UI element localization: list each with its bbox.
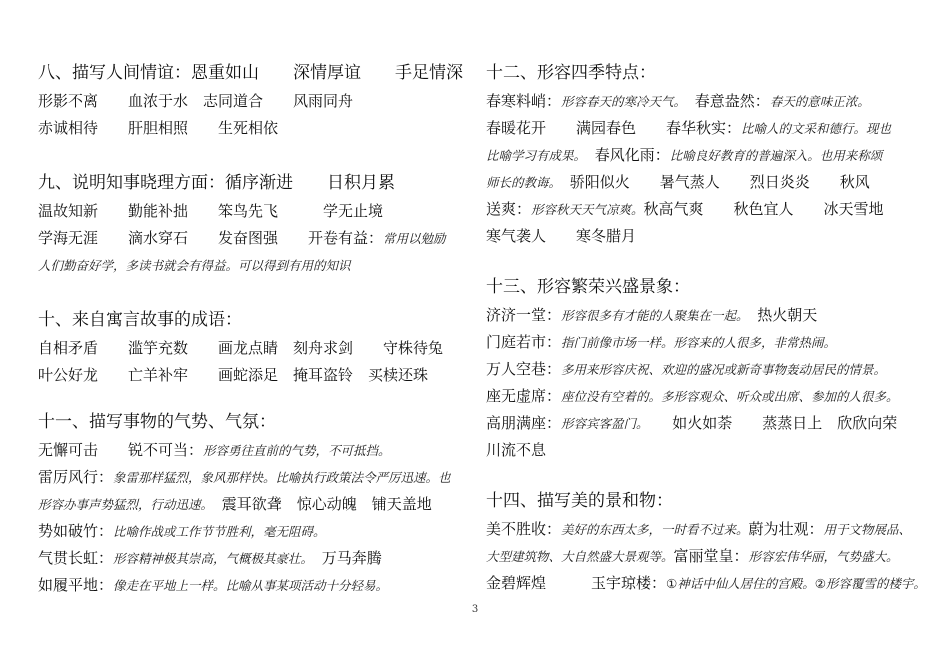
handwritten-note: 形容精神极其崇高，气概极其豪壮。 [113,551,307,566]
section-11-line-5: 气贯长虹：形容精神极其崇高，气概极其豪壮。 万马奔腾 [38,549,382,567]
section-9-heading: 九、说明知事晓理方面：循序渐进 日积月累 [38,173,395,193]
section-11-line-4: 势如破竹：比喻作战或工作节节胜利，毫无阻碍。 [38,522,326,540]
section-12-line-5: 送爽：形容秋天天气凉爽。秋高气爽 秋色宜人 冰天雪地 [486,200,884,218]
section-13-line-6: 川流不息 [486,441,547,459]
handwritten-note: 形容很多有才能的人聚集在一起。 [561,308,743,323]
section-14-line-2: 大型建筑物、大自然盛大景观等。富丽堂皇：形容宏伟华丽，气势盛大。 [486,547,899,565]
section-12-line-3: 比喻学习有成果。 春风化雨：比喻良好教育的普遍深入。也用来称颂 [486,146,883,164]
handwritten-note: 座位没有空着的。多形容观众、听众或出席、参加的人很多。 [561,389,899,404]
section-11-line-3: 形容办事声势猛烈，行动迅速。 震耳欲聋 惊心动魄 铺天盖地 [38,495,432,513]
section-13-line-3: 万人空巷：多用来形容庆祝、欢迎的盛况或新奇事物轰动居民的情景。 [486,360,887,378]
handwritten-note: 比喻学习有成果。 [486,148,580,163]
section-8-line-2: 赤诚相待 肝胆相照 生死相依 [38,119,279,137]
section-10-line-1: 自相矛盾 滥竽充数 画龙点睛 刻舟求剑 守株待兔 [38,339,444,357]
section-12-line-1: 春寒料峭：形容春天的寒冷天气。 春意盎然：春天的意味正浓。 [486,92,870,110]
section-8-heading: 八、描写人间情谊：恩重如山 深情厚谊 手足情深 [38,63,463,83]
section-14-line-1: 美不胜收：美好的东西太多，一时看不过来。蔚为壮观：用于文物展品、 [486,520,912,538]
handwritten-note: 形容勇往直前的气势，不可抵挡。 [203,443,391,458]
handwritten-note: 象雷那样猛烈，象风那样快。比喻执行政策法令严厉迅速。也 [113,470,451,485]
handwritten-note: 大型建筑物、大自然盛大景观等。 [486,549,674,564]
section-11-line-6: 如履平地：像走在平地上一样。比喻从事某项活动十分轻易。 [38,576,389,594]
handwritten-note: 形容秋天天气凉爽。 [531,202,644,217]
handwritten-note: 常用以勉励 [383,231,446,246]
handwritten-note: 比喻人的文采和德行。现也 [741,121,892,136]
section-12-line-2: 春暖花开 满园春色 春华秋实：比喻人的文采和德行。现也 [486,119,892,137]
section-13-line-4: 座无虚席：座位没有空着的。多形容观众、听众或出席、参加的人很多。 [486,387,899,405]
section-9-line-3 [38,252,470,279]
section-10-heading: 十、来自寓言故事的成语： [38,310,242,330]
section-13-heading: 十三、形容繁荣兴盛景象： [486,277,690,297]
section-14-line-3: 金碧辉煌 玉宇琼楼：①神话中仙人居住的宫殿。②形容覆雪的楼宇。 [486,574,926,592]
section-9-line-2 [38,225,470,252]
right-column [486,58,926,597]
handwritten-note: 比喻良好教育的普遍深入。也用来称颂 [669,148,883,163]
section-10-line-2: 叶公好龙 亡羊补牢 画蛇添足 掩耳盗铃 买椟还珠 [38,366,429,384]
handwritten-note: ①神话中仙人居住的宫殿。②形容覆雪的楼宇。 [666,576,926,591]
section-13-line-2: 门庭若市：指门前像市场一样。形容来的人很多，非常热闹。 [486,333,837,351]
section-11-heading: 十一、描写事物的气势、气氛： [38,412,276,432]
section-12-line-6: 寒气袭人 寒冬腊月 [486,227,637,245]
section-13-line-1: 济济一堂：形容很多有才能的人聚集在一起。 热火朝天 [486,306,818,324]
section-14-heading: 十四、描写美的景和物： [486,491,673,511]
handwritten-note: 美好的东西太多，一时看不过来。 [561,522,749,537]
handwritten-note: 师长的教诲。 [486,175,555,190]
handwritten-note: 用于文物展品、 [823,522,912,537]
handwritten-note: 多用来形容庆祝、欢迎的盛况或新奇事物轰动居民的情景。 [561,362,887,377]
section-13-line-5: 高朋满座：形容宾客盈门。 如火如荼 蒸蒸日上 欣欣向荣 [486,414,898,432]
handwritten-note: 春天的意味正浓。 [769,94,870,109]
handwritten-note: 形容办事声势猛烈，行动迅速。 [38,497,207,512]
page-number: 3 [471,604,479,615]
handwritten-note: 形容宏伟华丽，气势盛大。 [748,549,899,564]
section-11-line-1: 无懈可击 锐不可当：形容勇往直前的气势，不可抵挡。 [38,441,391,459]
section-12-line-4: 师长的教诲。 骄阳似火 暑气蒸人 烈日炎炎 秋风 [486,173,870,191]
handwritten-note: 比喻作战或工作节节胜利，毫无阻碍。 [113,524,326,539]
section-8-line-1: 形影不离 血浓于水 志同道合 风雨同舟 [38,92,354,110]
handwritten-note: 形容宾客盈门。 [561,416,643,431]
idiom-text: 学海无涯 滴水穿石 发奋图强 开卷有益： [38,229,384,247]
left-column [38,58,470,599]
section-9-line-1: 温故知新 勤能补拙 笨鸟先飞 学无止境 [38,202,384,220]
section-11-line-2: 雷厉风行：象雷那样猛烈，象风那样快。比喻执行政策法令严厉迅速。也 [38,468,451,486]
handwritten-note: 人们勤奋好学，多读书就会有得益。可以得到有用的知识 [38,258,351,273]
handwritten-note: 像走在平地上一样。比喻从事某项活动十分轻易。 [113,578,389,593]
handwritten-note: 形容春天的寒冷天气。 [561,94,680,109]
section-12-heading: 十二、形容四季特点： [486,63,656,83]
handwritten-note: 指门前像市场一样。形容来的人很多，非常热闹。 [561,335,837,350]
